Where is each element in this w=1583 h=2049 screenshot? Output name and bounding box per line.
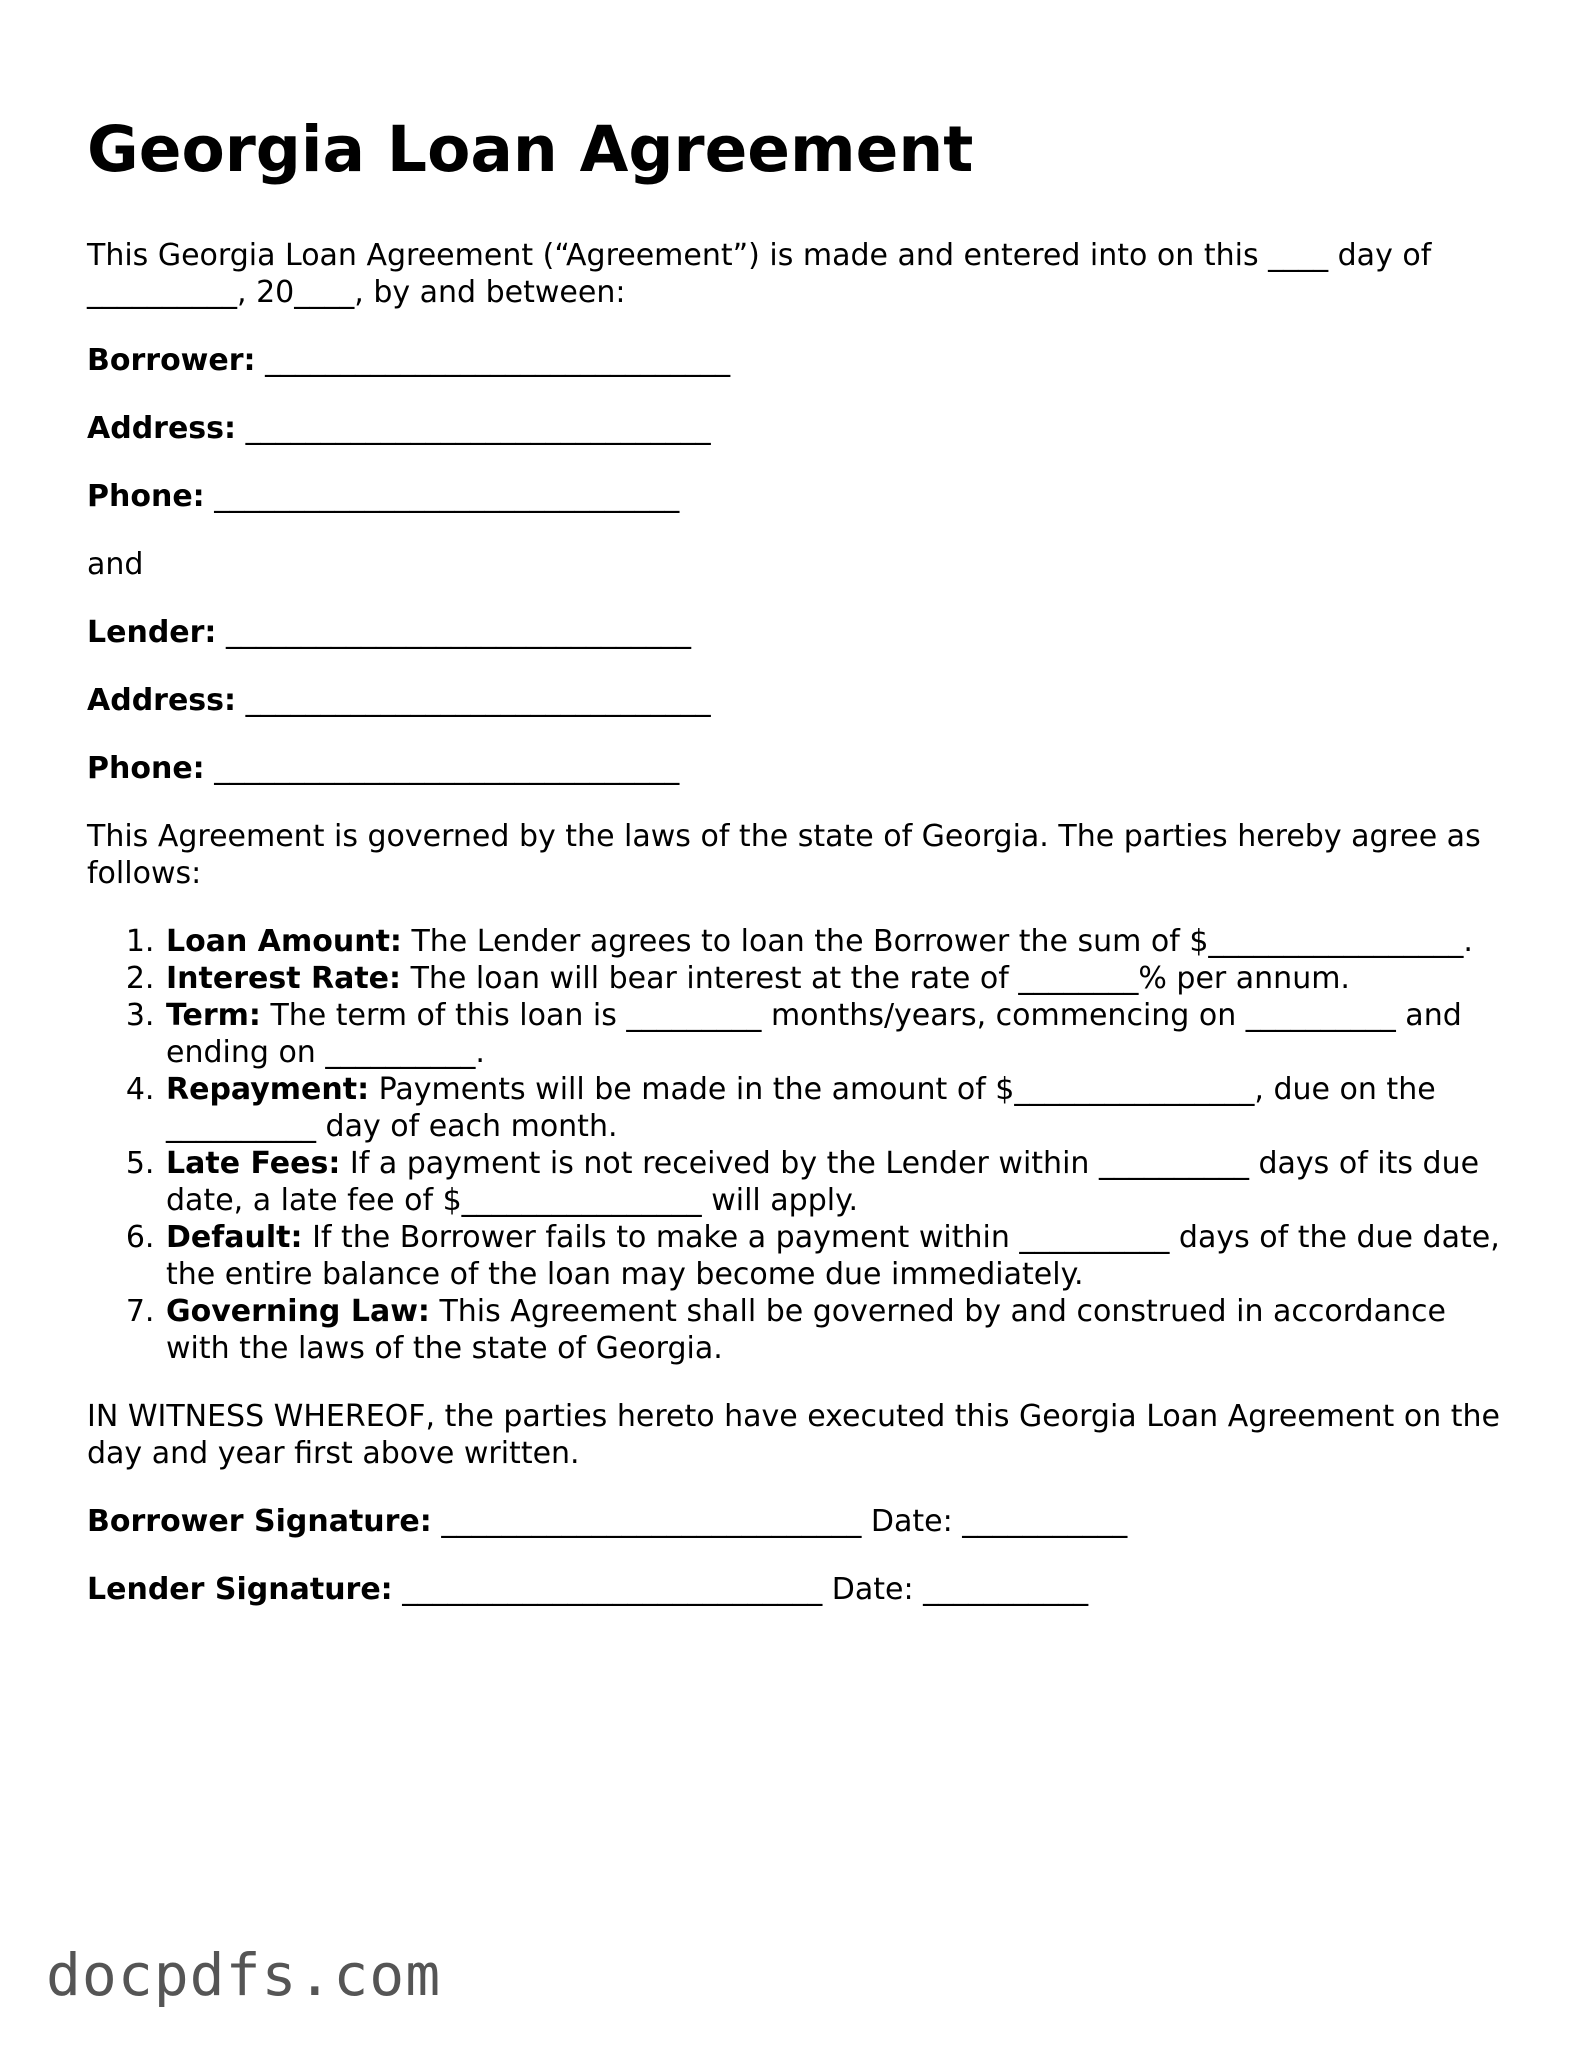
borrower-signature-blank: ____________________________: [441, 1504, 862, 1539]
term-item-interest-rate: [164, 960, 1507, 997]
borrower-address-field: [87, 410, 1507, 447]
lender-date-blank: ___________: [923, 1572, 1089, 1607]
lender-signature-label: Lender Signature:: [87, 1572, 393, 1607]
term-text: If a payment is not received by the Lender within __________ days of its due date, a late fee of $________________ will apply.: [166, 1146, 1480, 1218]
term-text: The loan will bear interest at the rate of ________% per annum.: [410, 961, 1350, 996]
borrower-address-blank: _______________________________: [245, 411, 711, 446]
document-title: Georgia Loan Agreement: [87, 113, 974, 186]
terms-list: [87, 923, 1507, 1367]
lender-signature-blank: ____________________________: [402, 1572, 823, 1607]
borrower-address-label: Address:: [87, 411, 237, 446]
term-item-late-fees: [164, 1145, 1507, 1219]
term-item-repayment: [164, 1071, 1507, 1145]
term-label: Repayment:: [166, 1072, 370, 1107]
borrower-name-label: Borrower:: [87, 343, 256, 378]
lender-date-label: Date:: [831, 1572, 914, 1607]
watermark: docpdfs.com: [46, 1941, 442, 2009]
term-text: Payments will be made in the amount of $________________, due on the __________ day of each month.: [166, 1072, 1436, 1144]
term-text: This Agreement shall be governed by and construed in accordance with the laws of the state of Georgia.: [166, 1294, 1446, 1366]
lender-phone-field: [87, 750, 1507, 787]
lender-address-field: [87, 682, 1507, 719]
term-item-loan-amount: [164, 923, 1507, 960]
document-page: [87, 108, 1507, 1639]
borrower-name-blank: _______________________________: [265, 343, 731, 378]
borrower-phone-blank: _______________________________: [214, 479, 680, 514]
lender-signature-line: [87, 1571, 1507, 1608]
borrower-name-field: [87, 342, 1507, 379]
term-label: Governing Law:: [166, 1294, 430, 1329]
term-label: Term:: [166, 998, 261, 1033]
borrower-signature-line: [87, 1503, 1507, 1540]
intro-paragraph: This Georgia Loan Agreement (“Agreement”) is made and entered into on this ____ day of __________, 20____, by and between:: [87, 238, 1432, 310]
borrower-date-blank: ___________: [962, 1504, 1128, 1539]
term-label: Late Fees:: [166, 1146, 341, 1181]
term-label: Interest Rate:: [166, 961, 402, 996]
governed-paragraph: This Agreement is governed by the laws of the state of Georgia. The parties hereby agree as follows:: [87, 819, 1481, 891]
term-text: The term of this loan is _________ months/years, commencing on __________ and ending on __________.: [166, 998, 1462, 1070]
term-text: The Lender agrees to loan the Borrower the sum of $_________________.: [411, 924, 1473, 959]
lender-address-label: Address:: [87, 683, 237, 718]
lender-phone-blank: _______________________________: [214, 751, 680, 786]
term-item-default: [164, 1219, 1507, 1293]
borrower-date-label: Date:: [870, 1504, 953, 1539]
and-text: and: [87, 547, 144, 582]
term-label: Default:: [166, 1220, 303, 1255]
borrower-phone-field: [87, 478, 1507, 515]
borrower-signature-label: Borrower Signature:: [87, 1504, 432, 1539]
borrower-phone-label: Phone:: [87, 479, 205, 514]
lender-phone-label: Phone:: [87, 751, 205, 786]
lender-name-blank: _______________________________: [225, 615, 691, 650]
term-item-governing-law: [164, 1293, 1507, 1367]
lender-address-blank: _______________________________: [245, 683, 711, 718]
lender-name-field: [87, 614, 1507, 651]
term-item-term: [164, 997, 1507, 1071]
term-label: Loan Amount:: [166, 924, 402, 959]
term-text: If the Borrower fails to make a payment within __________ days of the due date, the entire balance of the loan may become due immediately.: [166, 1220, 1500, 1292]
lender-name-label: Lender:: [87, 615, 217, 650]
witness-paragraph: IN WITNESS WHEREOF, the parties hereto have executed this Georgia Loan Agreement on the day and year first above written.: [87, 1399, 1500, 1471]
